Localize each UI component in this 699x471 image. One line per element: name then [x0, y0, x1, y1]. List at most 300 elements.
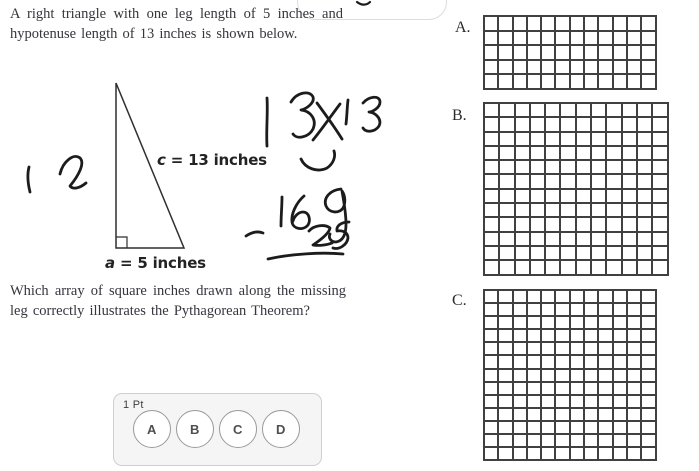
grid-cell [514, 383, 526, 394]
grid-cell [528, 75, 540, 88]
grid-cell [531, 161, 544, 173]
grid-cell [628, 448, 640, 459]
grid-cell [531, 147, 544, 159]
grid-cell [623, 218, 636, 230]
grid-cell [499, 343, 511, 354]
grid-cell [514, 409, 526, 420]
grid-cell [556, 383, 568, 394]
grid-cell [485, 396, 497, 407]
grid-cell [485, 304, 497, 315]
grid-cell [528, 291, 540, 302]
grid-cell [599, 396, 611, 407]
grid-cell [585, 343, 597, 354]
grid-cell [607, 175, 620, 187]
grid-cell [642, 383, 654, 394]
grid-cell [614, 370, 626, 381]
grid-cell [561, 218, 574, 230]
choice-button-c[interactable]: C [219, 410, 257, 448]
grid-cell [599, 448, 611, 459]
grid-cell [623, 161, 636, 173]
grid-cell [614, 422, 626, 433]
grid-cell [542, 356, 554, 367]
grid-cell [528, 317, 540, 328]
grid-cell [516, 233, 529, 245]
grid-cell [485, 330, 497, 341]
grid-cell [642, 75, 654, 88]
grid-cell [561, 261, 574, 273]
grid-cell [585, 75, 597, 88]
grid-cell [628, 370, 640, 381]
grid-cell [623, 104, 636, 116]
grid-cell [585, 291, 597, 302]
grid-cell [653, 175, 666, 187]
grid-cell [571, 291, 583, 302]
grid-cell [500, 161, 513, 173]
grid-cell [585, 383, 597, 394]
grid-cell [571, 356, 583, 367]
handwritten-169 [281, 189, 346, 242]
grid-cell [653, 233, 666, 245]
right-angle-marker [116, 237, 127, 248]
grid-cell [500, 261, 513, 273]
grid-cell [571, 370, 583, 381]
grid-cell [561, 233, 574, 245]
grid-cell [599, 370, 611, 381]
choice-button-b[interactable]: B [176, 410, 214, 448]
grid-cell [528, 383, 540, 394]
grid-cell [561, 175, 574, 187]
grid-cell [592, 118, 605, 130]
grid-cell [599, 343, 611, 354]
option-grid-b [483, 102, 669, 276]
grid-cell [516, 261, 529, 273]
grid-cell [614, 343, 626, 354]
grid-cell [599, 32, 611, 45]
option-label-c: C. [452, 292, 467, 309]
grid-cell [592, 190, 605, 202]
grid-cell [499, 46, 511, 59]
grid-cell [653, 118, 666, 130]
grid-cell [571, 75, 583, 88]
grid-cell [623, 118, 636, 130]
grid-cell [592, 161, 605, 173]
grid-cell [628, 32, 640, 45]
grid-cell [542, 291, 554, 302]
grid-cell [485, 133, 498, 145]
grid-cell [516, 190, 529, 202]
grid-cell [561, 118, 574, 130]
grid-cell [614, 409, 626, 420]
grid-cell [628, 46, 640, 59]
grid-cell [542, 343, 554, 354]
grid-cell [556, 46, 568, 59]
grid-cell [499, 17, 511, 30]
grid-cell [499, 409, 511, 420]
question-intro-text: A right triangle with one leg length of 5 inches and hypotenuse length of 13 inches is shown below. [10, 6, 343, 42]
grid-cell [542, 75, 554, 88]
grid-cell [614, 46, 626, 59]
grid-cell [514, 435, 526, 446]
grid-cell [485, 190, 498, 202]
answer-widget [113, 393, 322, 466]
grid-cell [592, 204, 605, 216]
grid-cell [571, 17, 583, 30]
grid-cell [499, 356, 511, 367]
grid-cell [599, 435, 611, 446]
grid-cell [528, 370, 540, 381]
choice-button-a[interactable]: A [133, 410, 171, 448]
grid-cell [607, 161, 620, 173]
grid-cell [500, 133, 513, 145]
grid-cell [542, 61, 554, 74]
grid-cell [653, 218, 666, 230]
grid-cell [546, 104, 559, 116]
grid-cell [571, 46, 583, 59]
grid-cell [614, 383, 626, 394]
grid-cell [628, 330, 640, 341]
grid-cell [638, 261, 651, 273]
grid-cell [614, 330, 626, 341]
grid-cell [623, 204, 636, 216]
grid-cell [577, 218, 590, 230]
handwritten-check-swoosh [301, 151, 335, 170]
grid-cell [514, 317, 526, 328]
grid-cell [542, 304, 554, 315]
grid-cell [528, 422, 540, 433]
grid-cell [531, 118, 544, 130]
grid-cell [599, 17, 611, 30]
grid-cell [642, 46, 654, 59]
grid-cell [585, 32, 597, 45]
grid-cell [514, 343, 526, 354]
grid-cell [485, 356, 497, 367]
grid-cell [585, 409, 597, 420]
grid-cell [599, 356, 611, 367]
grid-cell [514, 46, 526, 59]
grid-cell [642, 61, 654, 74]
grid-cell [514, 330, 526, 341]
grid-cell [599, 46, 611, 59]
grid-cell [614, 396, 626, 407]
grid-cell [514, 61, 526, 74]
grid-cell [614, 291, 626, 302]
grid-cell [585, 448, 597, 459]
grid-cell [556, 61, 568, 74]
grid-cell [485, 409, 497, 420]
grid-cell [556, 435, 568, 446]
grid-cell [485, 247, 498, 259]
grid-cell [585, 370, 597, 381]
grid-cell [628, 356, 640, 367]
grid-cell [546, 147, 559, 159]
grid-cell [571, 61, 583, 74]
grid-cell [607, 233, 620, 245]
grid-cell [571, 435, 583, 446]
grid-cell [653, 147, 666, 159]
grid-cell [607, 147, 620, 159]
grid-cell [592, 218, 605, 230]
grid-cell [614, 317, 626, 328]
grid-cell [628, 291, 640, 302]
grid-cell [571, 396, 583, 407]
grid-cell [556, 356, 568, 367]
grid-cell [556, 396, 568, 407]
grid-cell [556, 32, 568, 45]
grid-cell [531, 190, 544, 202]
grid-cell [628, 61, 640, 74]
grid-cell [592, 261, 605, 273]
handwritten-minus-sign [246, 232, 263, 236]
grid-cell [607, 247, 620, 259]
grid-cell [542, 448, 554, 459]
option-label-b: B. [452, 107, 467, 124]
grid-cell [585, 422, 597, 433]
grid-cell [556, 317, 568, 328]
grid-cell [516, 175, 529, 187]
grid-cell [585, 435, 597, 446]
grid-cell [485, 370, 497, 381]
grid-cell [542, 370, 554, 381]
grid-cell [531, 233, 544, 245]
grid-cell [516, 147, 529, 159]
grid-cell [485, 448, 497, 459]
grid-cell [499, 317, 511, 328]
grid-cell [485, 32, 497, 45]
grid-cell [516, 204, 529, 216]
grid-cell [485, 435, 497, 446]
grid-cell [607, 218, 620, 230]
grid-cell [571, 330, 583, 341]
grid-cell [623, 261, 636, 273]
grid-cell [642, 304, 654, 315]
grid-cell [556, 409, 568, 420]
grid-cell [499, 304, 511, 315]
grid-cell [638, 247, 651, 259]
grid-cell [653, 104, 666, 116]
grid-cell [531, 247, 544, 259]
grid-cell [485, 218, 498, 230]
grid-cell [514, 75, 526, 88]
grid-cell [614, 435, 626, 446]
grid-cell [516, 247, 529, 259]
grid-cell [628, 343, 640, 354]
grid-cell [499, 291, 511, 302]
grid-cell [528, 32, 540, 45]
grid-cell [628, 75, 640, 88]
grid-cell [485, 383, 497, 394]
grid-cell [599, 304, 611, 315]
grid-cell [577, 147, 590, 159]
grid-cell [542, 317, 554, 328]
grid-cell [642, 396, 654, 407]
grid-cell [485, 75, 497, 88]
grid-cell [485, 104, 498, 116]
hypotenuse-label: c = 13 inches [157, 151, 267, 169]
grid-cell [571, 343, 583, 354]
grid-cell [514, 370, 526, 381]
grid-cell [500, 247, 513, 259]
grid-cell [628, 17, 640, 30]
grid-cell [571, 304, 583, 315]
grid-cell [614, 32, 626, 45]
grid-cell [561, 104, 574, 116]
grid-cell [546, 247, 559, 259]
choice-button-d[interactable]: D [262, 410, 300, 448]
grid-cell [614, 356, 626, 367]
handwritten-25 [309, 222, 349, 248]
grid-cell [556, 75, 568, 88]
handwritten-underline [268, 253, 343, 259]
grid-cell [623, 247, 636, 259]
grid-cell [499, 330, 511, 341]
grid-cell [642, 343, 654, 354]
grid-cell [628, 409, 640, 420]
grid-cell [623, 133, 636, 145]
grid-cell [623, 190, 636, 202]
grid-cell [577, 118, 590, 130]
grid-cell [561, 190, 574, 202]
grid-cell [546, 261, 559, 273]
grid-cell [485, 343, 497, 354]
grid-cell [485, 61, 497, 74]
grid-cell [623, 233, 636, 245]
grid-cell [485, 317, 497, 328]
grid-cell [500, 190, 513, 202]
grid-cell [653, 161, 666, 173]
grid-cell [561, 247, 574, 259]
grid-cell [542, 32, 554, 45]
grid-cell [653, 190, 666, 202]
points-label: 1 Pt [123, 399, 144, 411]
grid-cell [546, 161, 559, 173]
grid-cell [542, 422, 554, 433]
grid-cell [638, 204, 651, 216]
grid-cell [571, 448, 583, 459]
grid-cell [642, 291, 654, 302]
grid-cell [577, 247, 590, 259]
grid-cell [638, 133, 651, 145]
grid-cell [607, 204, 620, 216]
grid-cell [531, 261, 544, 273]
grid-cell [561, 204, 574, 216]
grid-cell [499, 32, 511, 45]
grid-cell [628, 435, 640, 446]
grid-cell [585, 330, 597, 341]
grid-cell [528, 435, 540, 446]
grid-cell [638, 233, 651, 245]
grid-cell [546, 190, 559, 202]
grid-cell [542, 383, 554, 394]
grid-cell [531, 175, 544, 187]
grid-cell [528, 356, 540, 367]
grid-cell [485, 46, 497, 59]
grid-cell [623, 175, 636, 187]
question-prompt-text: Which array of square inches drawn along the missing leg correctly illustrates the Pythagorean Theorem? [10, 283, 346, 319]
grid-cell [577, 261, 590, 273]
grid-cell [585, 61, 597, 74]
grid-cell [599, 61, 611, 74]
handwritten-13x13 [267, 93, 380, 146]
grid-cell [500, 204, 513, 216]
grid-cell [561, 147, 574, 159]
grid-cell [653, 247, 666, 259]
grid-cell [546, 118, 559, 130]
grid-cell [577, 133, 590, 145]
grid-cell [614, 75, 626, 88]
grid-cell [528, 343, 540, 354]
grid-cell [531, 204, 544, 216]
grid-cell [556, 17, 568, 30]
grid-cell [592, 233, 605, 245]
grid-cell [653, 204, 666, 216]
grid-cell [516, 161, 529, 173]
grid-cell [514, 291, 526, 302]
grid-cell [516, 118, 529, 130]
grid-cell [599, 409, 611, 420]
grid-cell [592, 104, 605, 116]
grid-cell [599, 422, 611, 433]
grid-cell [556, 448, 568, 459]
grid-cell [531, 133, 544, 145]
grid-cell [623, 147, 636, 159]
grid-cell [528, 17, 540, 30]
grid-cell [542, 330, 554, 341]
grid-cell [516, 104, 529, 116]
grid-cell [642, 435, 654, 446]
grid-cell [528, 46, 540, 59]
grid-cell [531, 104, 544, 116]
grid-cell [642, 330, 654, 341]
grid-cell [585, 304, 597, 315]
grid-cell [542, 396, 554, 407]
option-grid-c [483, 289, 657, 461]
grid-cell [607, 104, 620, 116]
grid-cell [642, 448, 654, 459]
grid-cell [571, 383, 583, 394]
grid-cell [485, 161, 498, 173]
grid-cell [500, 218, 513, 230]
grid-cell [485, 204, 498, 216]
grid-cell [485, 175, 498, 187]
grid-cell [528, 304, 540, 315]
grid-cell [642, 422, 654, 433]
grid-cell [514, 304, 526, 315]
grid-cell [500, 233, 513, 245]
grid-cell [514, 448, 526, 459]
grid-cell [614, 304, 626, 315]
grid-cell [585, 46, 597, 59]
grid-cell [577, 204, 590, 216]
grid-cell [607, 118, 620, 130]
handwritten-note-12 [28, 156, 86, 192]
grid-cell [542, 17, 554, 30]
grid-cell [514, 422, 526, 433]
grid-cell [628, 304, 640, 315]
grid-cell [638, 190, 651, 202]
grid-cell [585, 317, 597, 328]
grid-cell [556, 422, 568, 433]
grid-cell [614, 17, 626, 30]
grid-cell [542, 46, 554, 59]
grid-cell [592, 175, 605, 187]
grid-cell [546, 218, 559, 230]
grid-cell [592, 247, 605, 259]
grid-cell [628, 422, 640, 433]
grid-cell [542, 409, 554, 420]
grid-cell [577, 233, 590, 245]
option-label-a: A. [455, 19, 471, 36]
grid-cell [499, 396, 511, 407]
